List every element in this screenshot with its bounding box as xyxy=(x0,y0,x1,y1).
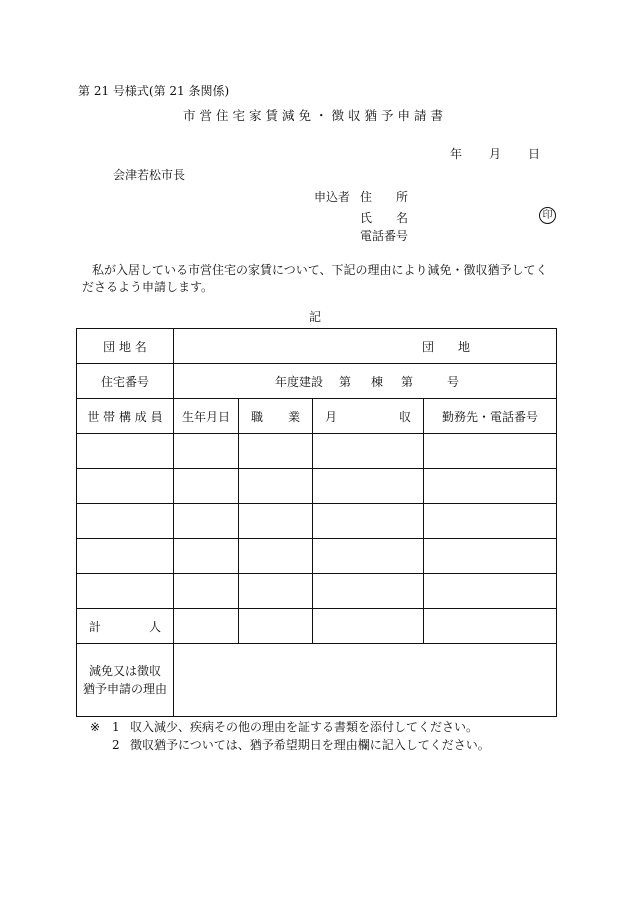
member-cell[interactable] xyxy=(77,434,174,469)
total-label-2: 人 xyxy=(148,619,161,634)
income-cell[interactable] xyxy=(313,574,424,609)
date-line xyxy=(450,145,540,162)
complex-suffix: 団 地 xyxy=(422,339,471,354)
house-label: 住宅番号 xyxy=(77,364,174,399)
birth-cell[interactable] xyxy=(174,469,239,504)
member-row xyxy=(77,504,557,539)
member-cell[interactable] xyxy=(77,504,174,539)
birth-cell[interactable] xyxy=(174,504,239,539)
reason-field[interactable] xyxy=(174,644,557,717)
income-cell[interactable] xyxy=(313,539,424,574)
statement-line-1: 私が入居している市営住宅の家賃について、下記の理由により減免・徴収猶予してく xyxy=(92,263,548,277)
address-label: 住 所 xyxy=(360,190,409,204)
reason-label xyxy=(77,644,174,717)
house-block-pre: 第 xyxy=(339,374,352,389)
complex-row xyxy=(77,329,557,364)
total-row xyxy=(77,609,557,644)
house-no-label: 号 xyxy=(447,374,460,389)
house-year-label: 年度建設 xyxy=(275,374,324,389)
job-cell[interactable] xyxy=(239,539,313,574)
member-row xyxy=(77,434,557,469)
phone-label: 電話番号 xyxy=(360,229,409,243)
work-cell[interactable] xyxy=(424,539,557,574)
date-year-label: 年 xyxy=(450,147,463,161)
birth-cell[interactable] xyxy=(174,574,239,609)
seal-icon: 印 xyxy=(539,207,556,224)
birth-cell[interactable] xyxy=(174,539,239,574)
total-label xyxy=(77,609,174,644)
col-job-header xyxy=(239,399,313,434)
house-no-pre: 第 xyxy=(401,374,414,389)
job-cell[interactable] xyxy=(239,469,313,504)
total-work-cell[interactable] xyxy=(424,609,557,644)
work-cell[interactable] xyxy=(424,469,557,504)
form-title: 市営住宅家賃減免・徴収猶予申請書 xyxy=(182,108,447,123)
member-cell[interactable] xyxy=(77,574,174,609)
date-month-label: 月 xyxy=(488,147,501,161)
col-member-header: 世 帯 構 成 員 xyxy=(77,399,174,434)
work-cell[interactable] xyxy=(424,434,557,469)
note-text: 収入減少、疾病その他の理由を証する書類を添付してください。 xyxy=(130,720,479,734)
member-cell[interactable] xyxy=(77,469,174,504)
application-table xyxy=(76,328,557,717)
house-block-label: 棟 xyxy=(371,374,384,389)
note-text: 徴収猶予については、猶予希望期日を理由欄に記入してください。 xyxy=(130,738,490,752)
income-cell[interactable] xyxy=(313,469,424,504)
note-item xyxy=(90,718,490,736)
col-birth-header: 生年月日 xyxy=(174,399,239,434)
statement-line-2: ださるよう申請します。 xyxy=(82,280,214,294)
addressee: 会津若松市長 xyxy=(113,168,186,182)
house-row xyxy=(77,364,557,399)
member-row xyxy=(77,574,557,609)
work-cell[interactable] xyxy=(424,504,557,539)
note-number: 1 xyxy=(112,720,120,734)
job-cell[interactable] xyxy=(239,574,313,609)
notes xyxy=(90,718,490,754)
reason-row xyxy=(77,644,557,717)
total-label-1: 計 xyxy=(89,619,102,634)
col-job-1: 職 xyxy=(251,409,264,424)
total-birth-cell[interactable] xyxy=(174,609,239,644)
job-cell[interactable] xyxy=(239,504,313,539)
total-job-cell[interactable] xyxy=(239,609,313,644)
note-item xyxy=(90,736,490,754)
col-income-1: 月 xyxy=(325,409,338,424)
form-number: 第 21 号様式(第 21 条関係) xyxy=(78,84,230,98)
member-cell[interactable] xyxy=(77,539,174,574)
member-row xyxy=(77,469,557,504)
note-mark: ※ xyxy=(90,720,101,734)
reason-label-1: 減免又は徴収 xyxy=(88,664,161,678)
house-field[interactable] xyxy=(174,364,557,399)
member-row xyxy=(77,539,557,574)
col-income-2: 収 xyxy=(398,409,411,424)
income-cell[interactable] xyxy=(313,434,424,469)
reason-label-2: 猶予申請の理由 xyxy=(82,682,167,696)
col-work-header: 勤務先・電話番号 xyxy=(424,399,557,434)
applicant-label: 申込者 xyxy=(314,190,351,204)
complex-field[interactable] xyxy=(174,329,557,364)
application-statement xyxy=(78,262,558,296)
col-job-2: 業 xyxy=(287,409,300,424)
column-header-row xyxy=(77,399,557,434)
note-number: 2 xyxy=(112,738,120,752)
date-day-label: 日 xyxy=(527,147,540,161)
name-label: 氏 名 xyxy=(360,211,409,225)
work-cell[interactable] xyxy=(424,574,557,609)
complex-label: 団 地 名 xyxy=(77,329,174,364)
ki-label: 記 xyxy=(308,310,321,324)
job-cell[interactable] xyxy=(239,434,313,469)
col-income-header xyxy=(313,399,424,434)
total-income-cell[interactable] xyxy=(313,609,424,644)
birth-cell[interactable] xyxy=(174,434,239,469)
income-cell[interactable] xyxy=(313,504,424,539)
